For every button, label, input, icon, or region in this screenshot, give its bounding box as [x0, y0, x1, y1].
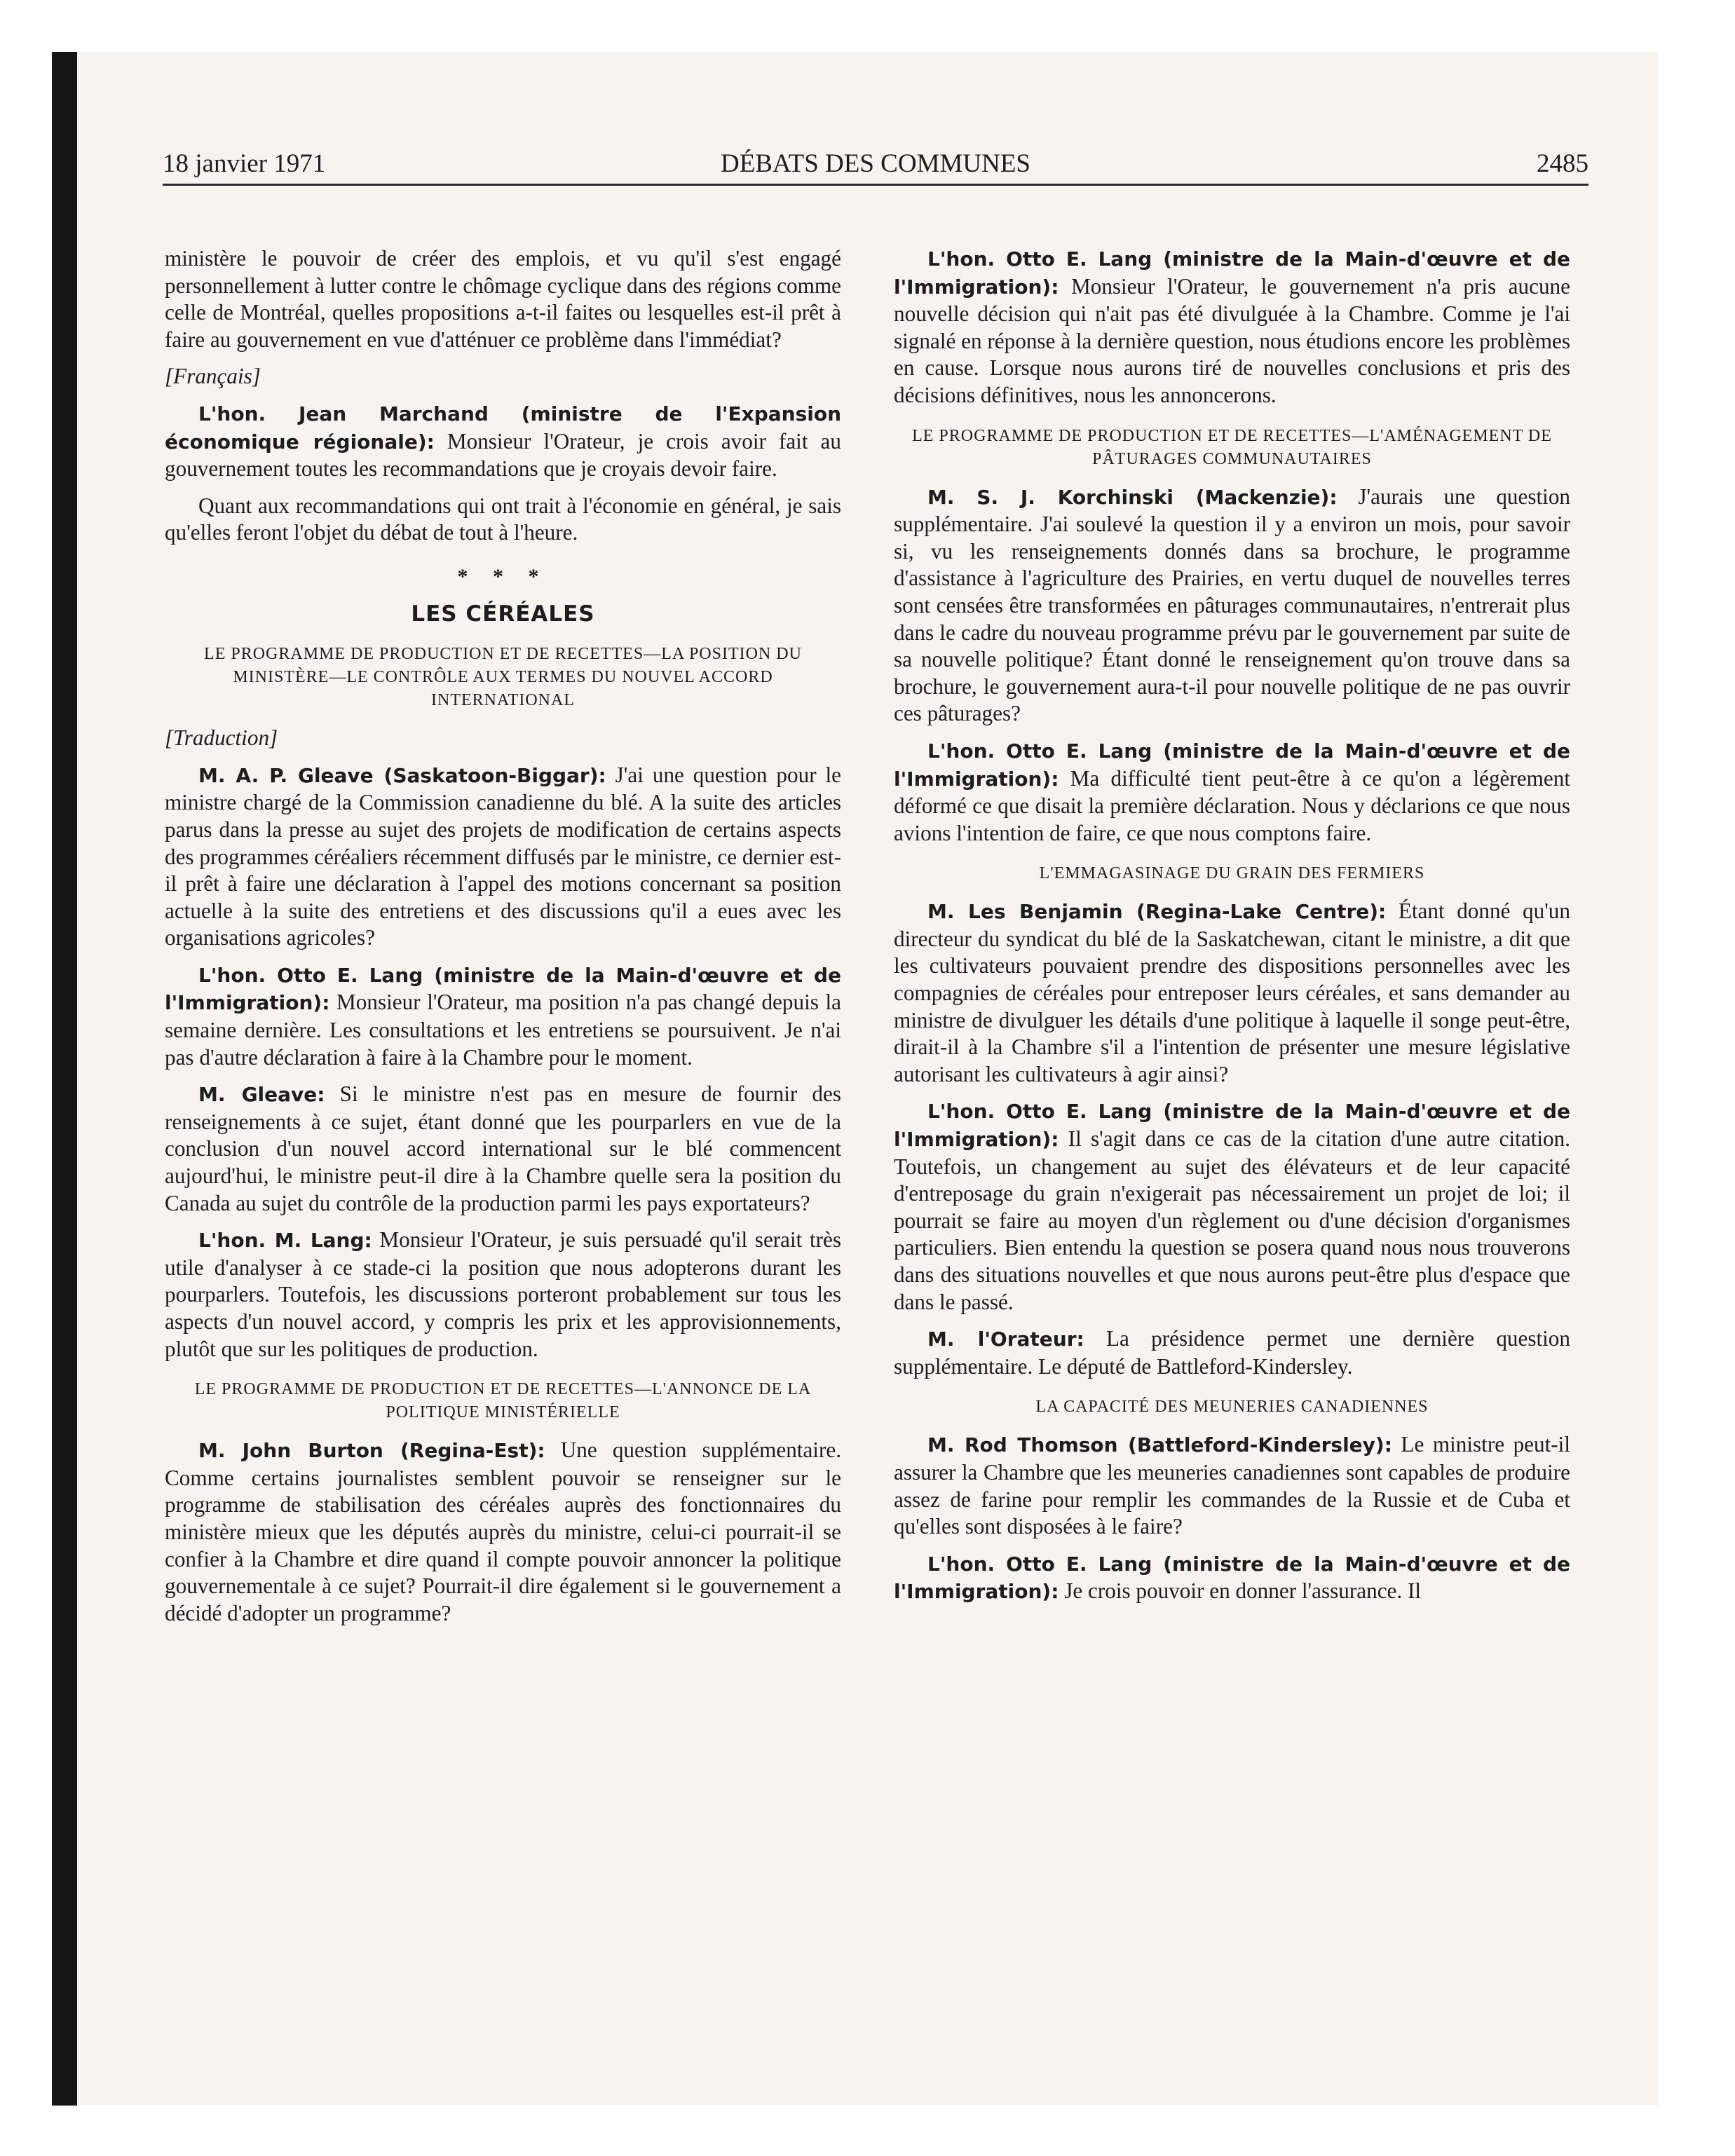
- speaker-name: M. l'Orateur:: [927, 1328, 1084, 1351]
- paragraph: [165, 400, 841, 483]
- section-separator: * * *: [457, 564, 549, 588]
- speech-text: La présidence permet une dernière question supplémentaire. Le député de Battleford-Kindersley.: [894, 1326, 1570, 1379]
- speaker-name: L'hon. Otto E. Lang (ministre de la Main-d'œuvre et de l'Immigration):: [894, 739, 1570, 791]
- paragraph: [165, 962, 841, 1071]
- speech-text: Monsieur l'Orateur, le gouvernement n'a pris aucune nouvelle décision qui n'ait pas été divulguée à la Chambre. Comme je l'ai signalé en réponse à la dernière question, nous étudions encore les problèmes en cause. Lorsque nous aurons tiré de nouvelles conclusions et pris des décisions définitives, nous les annoncerons.: [894, 273, 1570, 407]
- rubric-heading: L'EMMAGASINAGE DU GRAIN DES FERMIERS: [1039, 864, 1425, 883]
- paragraph: [894, 898, 1570, 1088]
- speech-text: Une question supplémentaire. Comme certains journalistes semblent pouvoir se renseigner sur le programme de stabilisation des céréales auprès des fonctionnaires du ministère mieux que les députés auprès du ministre, celui-ci pourrait-il se confier à la Chambre et dire quand il compte pouvoir annoncer la politique gouvernementale à ce sujet? Pourrait-il dire également si le gouvernement a décidé d'adopter un programme?: [165, 1438, 841, 1625]
- speech-text: Monsieur l'Orateur, ma position n'a pas changé depuis la semaine dernière. Les consultations et les entretiens se poursuivent. Je n'ai pas d'autre déclaration à faire à la Chambre pour le moment.: [165, 990, 841, 1070]
- right-column: [894, 245, 1570, 1616]
- speaker-name: L'hon. M. Lang:: [198, 1229, 372, 1253]
- header-page-number: 2485: [1537, 149, 1588, 178]
- paragraph: [894, 484, 1570, 728]
- paragraph: Quant aux recommandations qui ont trait à l'économie en général, je sais qu'elles feront l'objet du débat de tout à l'heure.: [165, 493, 841, 545]
- speaker-name: M. Les Benjamin (Regina-Lake Centre):: [927, 900, 1387, 924]
- speech-text: J'aurais une question supplémentaire. J'ai soulevé la question il y a environ un mois, pour savoir si, vu les renseignements donnés dans sa brochure, le programme d'assistance à l'agriculture des Prairies, en vertu duquel de nouvelles terres sont censées être transformées en pâturages communautaires, n'entrerait plus dans le cadre du nouveau programme prévu par le gouvernement par suite de sa nouvelle politique? Étant donné le renseignement qu'on trouve dans sa brochure, le gouvernement aura-t-il pour nouvelle politique de ne pas ouvrir ces pâturages?: [894, 484, 1571, 726]
- paragraph: [894, 1098, 1570, 1316]
- speech-text: Monsieur l'Orateur, je suis persuadé qu'il serait très utile d'analyser à ce stade-ci la position que nous adopterons durant les pourparlers. Toutefois, les discussions porteront probablement sur tous les aspects d'un nouvel accord, y compris les prix et les approvisionnements, plutôt que sur les politiques de production.: [165, 1227, 842, 1361]
- speaker-name: M. A. P. Gleave (Saskatoon-Biggar):: [198, 763, 606, 787]
- paragraph: [894, 1550, 1570, 1606]
- speaker-name: M. John Burton (Regina-Est):: [198, 1439, 545, 1463]
- speech-text: Si le ministre n'est pas en mesure de fournir des renseignements à ce sujet, étant donné que les pourparlers en vue de la conclusion d'un nouvel accord international sur le blé commencent aujourd'hui, le ministre peut-il dire à la Chambre quelle sera la position du Canada au sujet du contrôle de la production parmi les pays exportateurs?: [165, 1082, 841, 1215]
- rubric-heading: LE PROGRAMME DE PRODUCTION ET DE RECETTES—L'AMÉNAGEMENT DE PÂTURAGES COMMUNAUTAIRES: [912, 426, 1552, 468]
- page-header: [163, 149, 1588, 186]
- speaker-name: L'hon. Otto E. Lang (ministre de la Main-d'œuvre et de l'Immigration):: [894, 247, 1570, 299]
- speaker-name: L'hon. Otto E. Lang (ministre de la Main-d'œuvre et de l'Immigration):: [165, 963, 841, 1015]
- speech-text: Le ministre peut-il assurer la Chambre que les meuneries canadiennes sont capables de produire assez de farine pour remplir les commandes de la Russie et de Cuba et qu'elles sont disposées à le faire?: [894, 1432, 1570, 1539]
- paragraph: [894, 737, 1570, 847]
- paragraph: [165, 1437, 841, 1627]
- header-date: 18 janvier 1971: [163, 149, 326, 178]
- speech-text: J'ai une question pour le ministre chargé de la Commission canadienne du blé. A la suite des articles parus dans la presse au sujet des projets de modification de certains aspects des programmes céréaliers récemment diffusés par le ministre, ce dernier est-il prêt à faire une déclaration à l'appel des motions concernant sa position actuelle à la suite des entretiens et des discussions qu'il a eues avec les organisations agricoles?: [165, 762, 842, 950]
- speech-text: Monsieur l'Orateur, je crois avoir fait au gouvernement toutes les recommandations que je croyais devoir faire.: [165, 428, 841, 482]
- paragraph: [894, 1431, 1570, 1540]
- paragraph: [894, 245, 1570, 409]
- speech-text: Je crois pouvoir en donner l'assurance. Il: [1059, 1578, 1422, 1604]
- section-title: LES CÉRÉALES: [411, 601, 595, 627]
- speech-text: Étant donné qu'un directeur du syndicat du blé de la Saskatchewan, citant le ministre, a dit que les cultivateurs pouvaient prendre des dispositions personnelles avec les compagnies de céréales pour entreposer leurs céréales, et sans demander au ministre de divulguer les détails d'une politique à laquelle il songe peut-être, dirait-il à la Chambre s'il a l'intention de présenter une mesure législative autorisant les cultivateurs à agir ainsi?: [894, 899, 1570, 1086]
- header-title: DÉBATS DES COMMUNES: [720, 149, 1030, 178]
- scan-binding-edge: [52, 52, 77, 2106]
- paragraph: [165, 1081, 841, 1217]
- speech-text: Il s'agit dans ce cas de la citation d'une autre citation. Toutefois, un changement au sujet des élévateurs et de leur capacité d'entreposage du grain n'exigerait pas nécessairement un projet de loi; il pourrait se faire au moyen d'un règlement ou d'une décision d'organismes particuliers. Bien entendu la question se posera quand nous nous trouverons dans des situations nouvelles et que nous aurons peut-être plus d'espace que dans le passé.: [894, 1126, 1570, 1314]
- speaker-name: L'hon. Jean Marchand (ministre de l'Expansion économique régionale):: [165, 402, 841, 453]
- left-column: [165, 245, 841, 1637]
- paragraph: [894, 1325, 1570, 1380]
- paragraph: [165, 1227, 841, 1363]
- speaker-name: M. Rod Thomson (Battleford-Kindersley):: [927, 1433, 1392, 1457]
- rubric-heading: LA CAPACITÉ DES MEUNERIES CANADIENNES: [1035, 1398, 1429, 1417]
- speaker-name: M. S. J. Korchinski (Mackenzie):: [927, 485, 1338, 509]
- speaker-name: M. Gleave:: [198, 1083, 325, 1107]
- rubric-heading: LE PROGRAMME DE PRODUCTION ET DE RECETTES—LA POSITION DU MINISTÈRE—LE CONTRÔLE AUX TERMES DU NOUVEL ACCORD INTERNATIONAL: [204, 645, 802, 710]
- paragraph: ministère le pouvoir de créer des emplois, et vu qu'il s'est engagé personnellement à lutter contre le chômage cyclique dans des régions comme celle de Montréal, quelles propositions a-t-il faites ou lesquelles est-il prêt à faire au gouvernement en vue d'atténuer ce problème dans l'immédiat?: [165, 246, 841, 352]
- rubric-heading: LE PROGRAMME DE PRODUCTION ET DE RECETTES—L'ANNONCE DE LA POLITIQUE MINISTÉRIELLE: [194, 1380, 812, 1422]
- speaker-name: L'hon. Otto E. Lang (ministre de la Main-d'œuvre et de l'Immigration):: [894, 1552, 1570, 1604]
- language-marker: [Traduction]: [165, 725, 278, 751]
- paragraph: [165, 762, 841, 952]
- language-marker: [Français]: [165, 364, 261, 389]
- speech-text: Ma difficulté tient peut-être à ce qu'on a légèrement déformé ce que disait la première déclaration. Nous y déclarions ce que nous avions l'intention de faire, ce que nous comptons faire.: [894, 765, 1570, 845]
- speaker-name: L'hon. Otto E. Lang (ministre de la Main-d'œuvre et de l'Immigration):: [894, 1100, 1570, 1152]
